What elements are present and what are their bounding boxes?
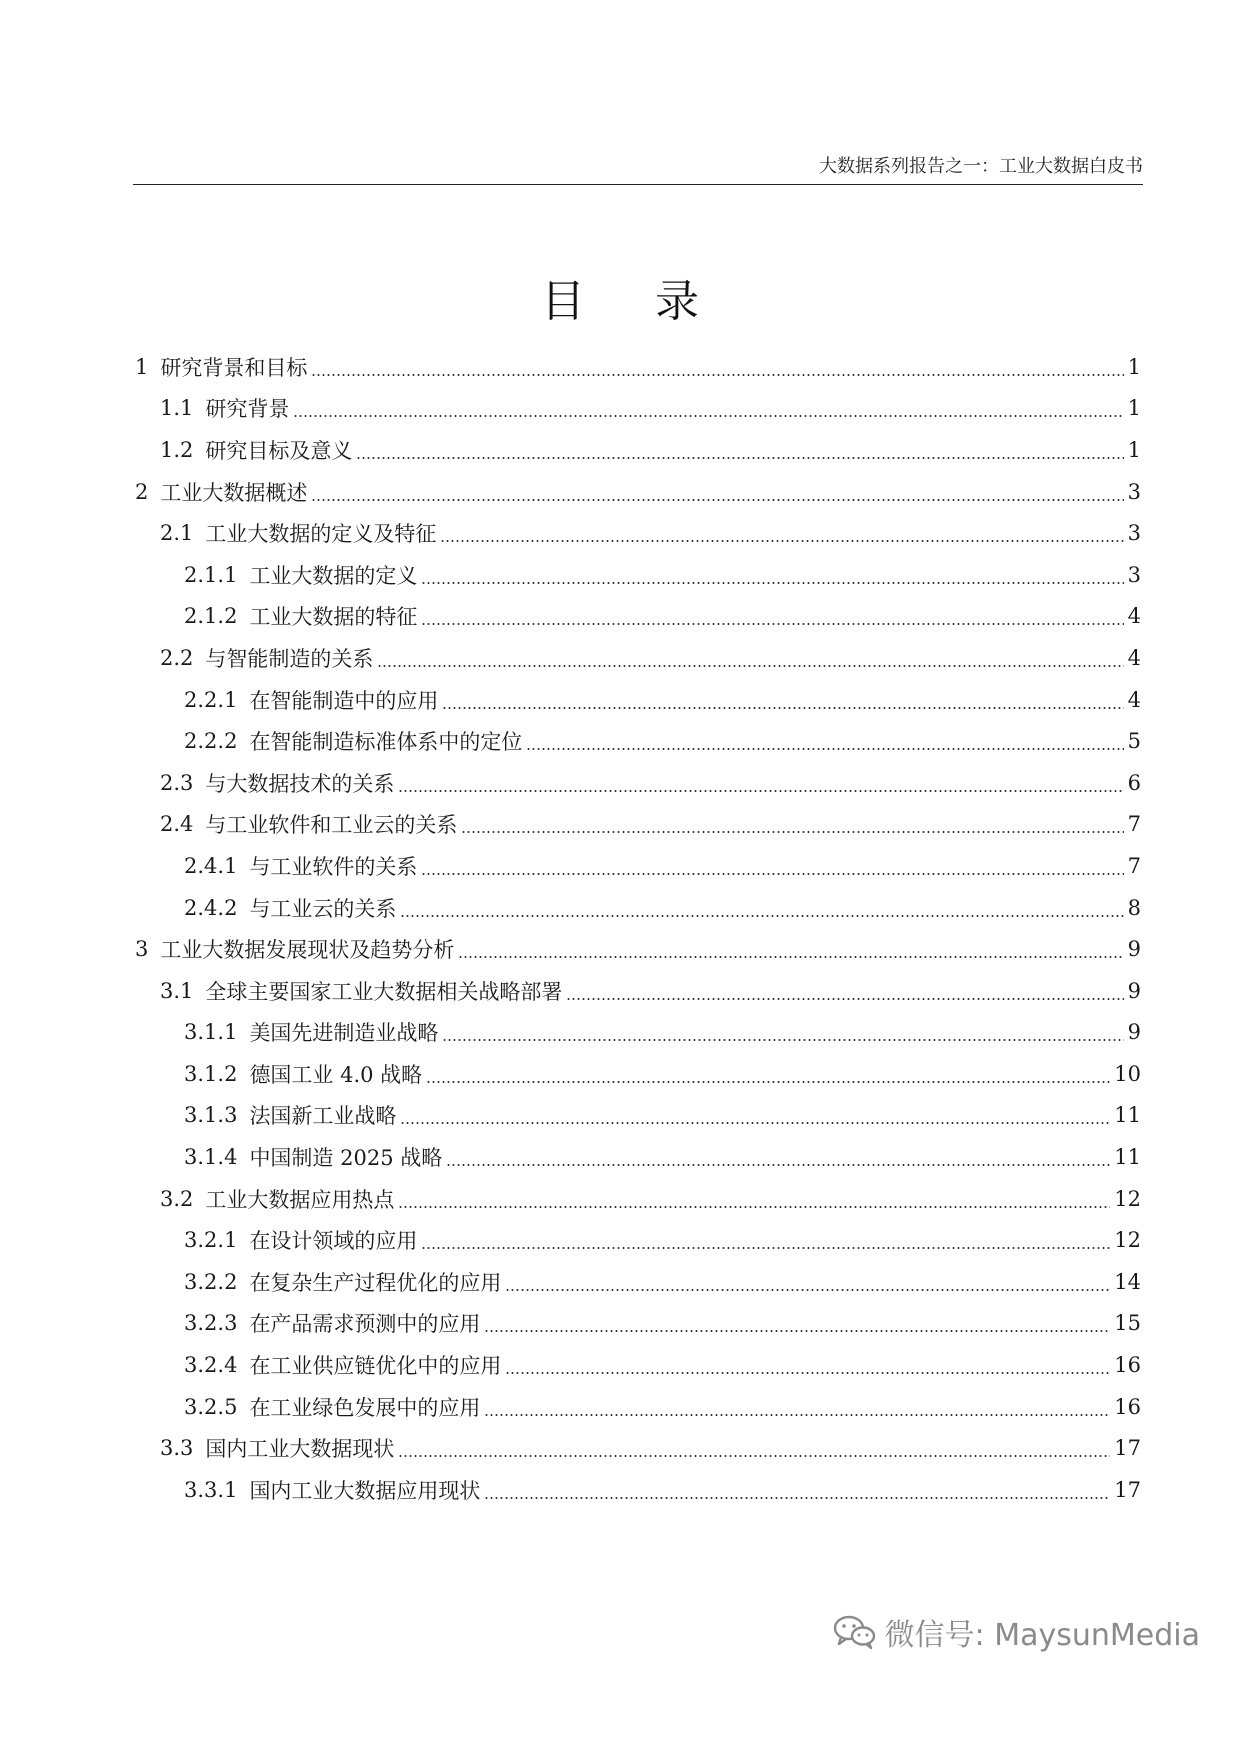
toc-entry[interactable] [135,804,1141,846]
toc-entry[interactable] [135,1386,1141,1428]
toc-entry[interactable] [135,1095,1141,1137]
toc-dot-leader [398,790,1123,792]
toc-entry-title: 与工业云的关系 [249,896,397,921]
toc-entry[interactable] [135,720,1141,762]
table-of-contents [135,346,1141,1511]
toc-entry[interactable] [135,1178,1141,1220]
toc-entry-page: 9 [1127,978,1141,1003]
toc-entry-title: 与工业软件和工业云的关系 [205,813,458,838]
toc-entry-page: 5 [1127,729,1141,754]
toc-entry-title: 在智能制造标准体系中的定位 [249,730,523,755]
toc-entry[interactable] [135,1053,1141,1095]
toc-entry-page: 11 [1114,1145,1141,1170]
toc-entry-title: 工业大数据概述 [160,480,308,505]
toc-entry-title: 研究背景 [205,397,290,422]
toc-entry-number: 2.1.1 [184,562,238,587]
toc-entry-page: 10 [1114,1061,1141,1086]
toc-entry-title: 在设计领域的应用 [249,1229,418,1254]
toc-title: 目 录 [541,276,727,327]
toc-entry-page: 3 [1127,521,1141,546]
toc-dot-leader [421,1247,1110,1249]
toc-entry-title: 工业大数据发展现状及趋势分析 [160,938,455,963]
toc-dot-leader [398,1455,1110,1457]
toc-dot-leader [458,956,1123,958]
toc-entry[interactable] [135,845,1141,887]
toc-entry-page: 7 [1127,812,1141,837]
toc-entry[interactable] [135,1261,1141,1303]
toc-entry[interactable] [135,1012,1141,1054]
toc-entry-number: 3.2 [160,1186,194,1211]
toc-dot-leader [442,707,1123,709]
toc-dot-leader [442,1039,1123,1041]
toc-entry-title: 在产品需求预测中的应用 [249,1312,481,1337]
toc-dot-leader [293,415,1123,417]
toc-entry[interactable] [135,887,1141,929]
toc-entry-number: 1 [135,354,149,379]
toc-entry-number: 2.2.2 [184,729,238,754]
toc-entry-title: 与工业软件的关系 [249,854,418,879]
toc-entry-number: 2.1.2 [184,604,238,629]
toc-entry-number: 2.2 [160,645,194,670]
toc-entry-number: 2.4 [160,812,194,837]
toc-entry[interactable] [135,429,1141,471]
toc-entry-number: 3.1 [160,978,194,1003]
toc-entry[interactable] [135,1344,1141,1386]
toc-entry[interactable] [135,1427,1141,1469]
toc-entry-title: 研究目标及意义 [205,438,353,463]
toc-entry[interactable] [135,1219,1141,1261]
toc-dot-leader [421,582,1123,584]
toc-entry-page: 9 [1127,1020,1141,1045]
toc-entry[interactable] [135,762,1141,804]
toc-entry-page: 17 [1114,1436,1141,1461]
toc-entry-page: 17 [1114,1477,1141,1502]
toc-entry-page: 6 [1127,770,1141,795]
toc-entry[interactable] [135,679,1141,721]
toc-dot-leader [440,540,1123,542]
toc-entry-title: 法国新工业战略 [249,1104,397,1129]
toc-dot-leader [400,915,1123,917]
toc-entry-number: 2.4.2 [184,895,238,920]
toc-entry-page: 4 [1127,604,1141,629]
toc-entry-number: 3.2.3 [184,1311,238,1336]
toc-entry-page: 1 [1127,437,1141,462]
toc-dot-leader [398,1206,1110,1208]
toc-dot-leader [484,1330,1110,1332]
toc-entry[interactable] [135,346,1141,388]
toc-entry-page: 8 [1127,895,1141,920]
toc-dot-leader [356,457,1123,459]
toc-entry[interactable] [135,928,1141,970]
toc-entry-title: 工业大数据的特征 [249,605,418,630]
toc-entry-number: 3.1.1 [184,1020,238,1045]
toc-dot-leader [311,499,1123,501]
toc-entry-number: 2.2.1 [184,687,238,712]
toc-entry-title: 工业大数据应用热点 [205,1187,395,1212]
toc-entry-number: 3.2.2 [184,1269,238,1294]
toc-entry-title: 全球主要国家工业大数据相关战略部署 [205,979,563,1004]
toc-entry-number: 2.1 [160,521,194,546]
toc-entry-title: 研究背景和目标 [160,355,308,380]
toc-entry-title: 国内工业大数据应用现状 [249,1478,481,1503]
toc-entry-page: 16 [1114,1353,1141,1378]
toc-entry-number: 1.2 [160,437,194,462]
toc-entry-title: 在工业绿色发展中的应用 [249,1395,481,1420]
toc-entry-number: 3.2.5 [184,1394,238,1419]
toc-dot-leader [426,1081,1110,1083]
toc-entry-page: 3 [1127,562,1141,587]
toc-dot-leader [526,748,1123,750]
toc-entry-number: 3.2.1 [184,1228,238,1253]
toc-entry[interactable] [135,388,1141,430]
toc-dot-leader [484,1414,1110,1416]
toc-entry-page: 1 [1127,354,1141,379]
toc-entry-number: 2.4.1 [184,853,238,878]
toc-entry-title: 美国先进制造业战略 [249,1021,439,1046]
toc-entry-title: 中国制造 2025 战略 [249,1146,443,1171]
toc-entry[interactable] [135,1469,1141,1511]
toc-entry-title: 与智能制造的关系 [205,646,374,671]
toc-entry-number: 2.3 [160,770,194,795]
toc-dot-leader [505,1372,1110,1374]
toc-entry[interactable] [135,1303,1141,1345]
toc-entry-page: 7 [1127,853,1141,878]
watermark [833,1610,1200,1654]
toc-entry[interactable] [135,512,1141,554]
toc-entry[interactable] [135,637,1141,679]
toc-entry[interactable] [135,1136,1141,1178]
toc-entry-page: 11 [1114,1103,1141,1128]
toc-entry-page: 15 [1114,1311,1141,1336]
toc-entry-page: 1 [1127,396,1141,421]
toc-entry[interactable] [135,471,1141,513]
toc-entry-title: 在工业供应链优化中的应用 [249,1354,502,1379]
toc-dot-leader [505,1289,1110,1291]
toc-entry-title: 工业大数据的定义 [249,563,418,588]
wechat-icon [833,1614,877,1650]
toc-entry[interactable] [135,596,1141,638]
toc-dot-leader [400,1122,1110,1124]
toc-dot-leader [446,1164,1110,1166]
toc-entry-page: 9 [1127,937,1141,962]
toc-entry-number: 3.1.3 [184,1103,238,1128]
toc-entry-number: 3.3.1 [184,1477,238,1502]
toc-entry-title: 工业大数据的定义及特征 [205,522,437,547]
toc-dot-leader [566,998,1123,1000]
toc-entry-title: 在复杂生产过程优化的应用 [249,1270,502,1295]
toc-entry-page: 3 [1127,479,1141,504]
toc-entry-title: 国内工业大数据现状 [205,1437,395,1462]
toc-entry-page: 12 [1114,1186,1141,1211]
toc-dot-leader [377,665,1123,667]
toc-entry-number: 3.1.4 [184,1145,238,1170]
toc-entry-page: 12 [1114,1228,1141,1253]
toc-entry-number: 3.3 [160,1436,194,1461]
toc-entry-page: 14 [1114,1269,1141,1294]
toc-entry[interactable] [135,970,1141,1012]
toc-entry[interactable] [135,554,1141,596]
toc-entry-title: 与大数据技术的关系 [205,771,395,796]
toc-dot-leader [461,831,1123,833]
toc-entry-page: 16 [1114,1394,1141,1419]
toc-entry-page: 4 [1127,645,1141,670]
toc-entry-page: 4 [1127,687,1141,712]
toc-dot-leader [421,873,1123,875]
page-header [133,148,1143,185]
toc-dot-leader [311,374,1123,376]
toc-entry-number: 3 [135,937,149,962]
toc-dot-leader [421,623,1123,625]
toc-dot-leader [484,1497,1110,1499]
toc-entry-number: 1.1 [160,396,194,421]
toc-entry-number: 3.2.4 [184,1353,238,1378]
toc-entry-title: 在智能制造中的应用 [249,688,439,713]
header-title: 大数据系列报告之一：工业大数据白皮书 [819,156,1143,177]
toc-entry-number: 2 [135,479,149,504]
watermark-text: 微信号: MaysunMedia [884,1618,1200,1653]
toc-entry-title: 德国工业 4.0 战略 [249,1062,423,1087]
toc-entry-number: 3.1.2 [184,1061,238,1086]
